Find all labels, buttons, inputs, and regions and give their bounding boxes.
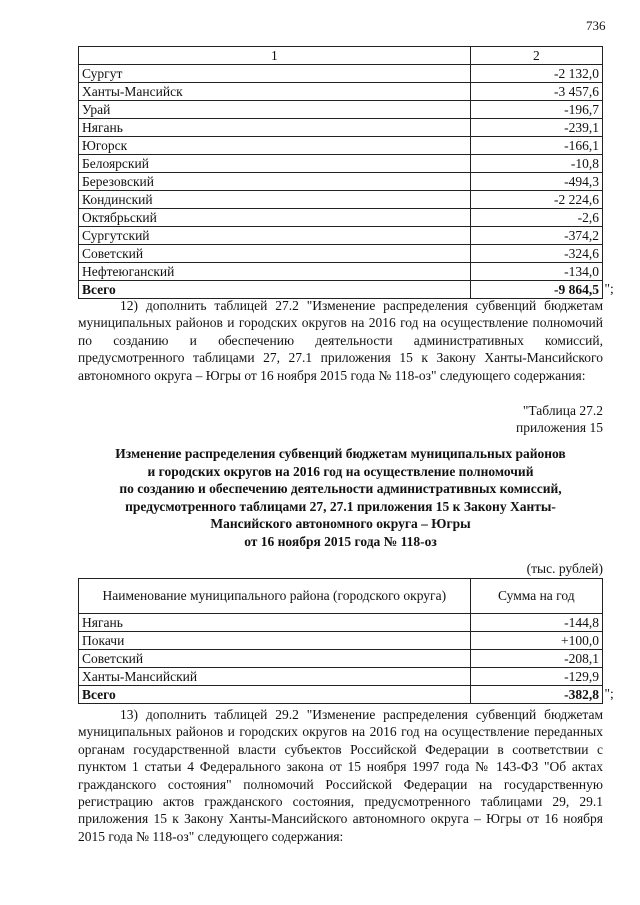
amount-value: -239,1 bbox=[470, 119, 602, 137]
municipality-name: Покачи bbox=[79, 632, 471, 650]
units-label: (тыс. рублей) bbox=[526, 561, 603, 576]
table-row bbox=[79, 83, 603, 101]
table-row bbox=[79, 119, 603, 137]
column-header-sum: Сумма на год bbox=[470, 579, 602, 614]
table-row bbox=[79, 137, 603, 155]
amount-value: -2 224,6 bbox=[470, 191, 602, 209]
amount-value: -208,1 bbox=[470, 650, 602, 668]
municipality-name: Октябрьский bbox=[79, 209, 471, 227]
table-caption-line-2: приложения 15 bbox=[515, 420, 603, 435]
column-header-name: Наименование муниципального района (городского округа) bbox=[79, 579, 471, 614]
amount-value: -324,6 bbox=[470, 245, 602, 263]
table-row bbox=[79, 173, 603, 191]
table-body bbox=[79, 614, 603, 704]
page-number: 736 bbox=[586, 18, 606, 33]
table-row bbox=[79, 614, 603, 632]
amount-value: -494,3 bbox=[470, 173, 602, 191]
total-value: -382,8 bbox=[470, 686, 602, 704]
table-row bbox=[79, 155, 603, 173]
table-caption-line-1: "Таблица 27.2 bbox=[522, 403, 603, 418]
closing-quote-1: "; bbox=[604, 280, 614, 296]
table-header-row bbox=[79, 579, 603, 614]
column-header-2: 2 bbox=[470, 47, 602, 65]
amount-value: -2 132,0 bbox=[470, 65, 602, 83]
amount-value: -134,0 bbox=[470, 263, 602, 281]
municipality-name: Ханты-Мансийский bbox=[79, 668, 471, 686]
table-row bbox=[79, 632, 603, 650]
title-line: Изменение распределения субвенций бюджетам муниципальных районов bbox=[115, 446, 566, 461]
table-row bbox=[79, 101, 603, 119]
table-row bbox=[79, 227, 603, 245]
municipality-name: Кондинский bbox=[79, 191, 471, 209]
table-body bbox=[79, 65, 603, 299]
title-line: и городских округов на 2016 год на осуществление полномочий bbox=[147, 463, 534, 479]
total-row bbox=[79, 686, 603, 704]
table-title bbox=[78, 445, 603, 550]
amount-value: -166,1 bbox=[470, 137, 602, 155]
paragraph-12-text: 12) дополнить таблицей 27.2 "Изменение распределения субвенций бюджетам муниципальных районов и городских округов на 2016 год на осуществление полномочий по созданию и обеспечению деятельности административных комиссий, предусмотренного таблицами 27, 27.1 приложения 15 к Закону Ханты-Мансийского автономного округа – Югры от 16 ноября 2015 года № 118-оз" следующего содержания: bbox=[78, 298, 603, 383]
amount-value: -129,9 bbox=[470, 668, 602, 686]
amount-value: -374,2 bbox=[470, 227, 602, 245]
table-row bbox=[79, 191, 603, 209]
total-value: -9 864,5 bbox=[470, 281, 602, 299]
municipality-name: Нягань bbox=[79, 614, 471, 632]
paragraph-12 bbox=[78, 297, 603, 384]
table-row bbox=[79, 65, 603, 83]
municipality-name: Урай bbox=[79, 101, 471, 119]
paragraph-13 bbox=[78, 706, 603, 845]
amount-value: -144,8 bbox=[470, 614, 602, 632]
table-row bbox=[79, 263, 603, 281]
municipality-name: Березовский bbox=[79, 173, 471, 191]
amount-value: -10,8 bbox=[470, 155, 602, 173]
title-line: по созданию и обеспечению деятельности административных комиссий, bbox=[119, 481, 562, 496]
total-label: Всего bbox=[79, 686, 471, 704]
table-caption bbox=[516, 402, 603, 436]
municipality-name: Белоярский bbox=[79, 155, 471, 173]
municipality-name: Сургут bbox=[79, 65, 471, 83]
title-line: Мансийского автономного округа – Югры bbox=[210, 516, 471, 531]
table-row bbox=[79, 245, 603, 263]
table-row bbox=[79, 209, 603, 227]
total-row bbox=[79, 281, 603, 299]
municipality-name: Сургутский bbox=[79, 227, 471, 245]
amount-value: -2,6 bbox=[470, 209, 602, 227]
municipality-name: Югорск bbox=[79, 137, 471, 155]
municipality-name: Нефтеюганский bbox=[79, 263, 471, 281]
closing-quote-2: "; bbox=[604, 685, 614, 701]
table-header-row bbox=[79, 47, 603, 65]
distribution-table-1 bbox=[78, 46, 603, 299]
table-row bbox=[79, 668, 603, 686]
column-header-1: 1 bbox=[79, 47, 471, 65]
table-row bbox=[79, 650, 603, 668]
amount-value: -196,7 bbox=[470, 101, 602, 119]
total-label: Всего bbox=[79, 281, 471, 299]
municipality-name: Советский bbox=[79, 245, 471, 263]
municipality-name: Советский bbox=[79, 650, 471, 668]
title-line: от 16 ноября 2015 года № 118-оз bbox=[244, 533, 437, 549]
distribution-table-2 bbox=[78, 578, 603, 704]
amount-value: +100,0 bbox=[470, 632, 602, 650]
municipality-name: Нягань bbox=[79, 119, 471, 137]
paragraph-13-text: 13) дополнить таблицей 29.2 "Изменение распределения субвенций бюджетам муниципальных районов и городских округов на 2016 год на осуществление переданных органам государственной власти субъектов Российской Федерации в соответствии с пунктом 1 статьи 4 Федерального закона от 15 ноября 1997 года № 143-ФЗ "Об актах гражданского состояния" полномочий Российской Федерации на государственную регистрацию актов гражданского состояния, предусмотренного таблицами 29, 29.1 приложения 15 к Закону Ханты-Мансийского автономного округа – Югры от 16 ноября 2015 года № 118-оз" следующего содержания: bbox=[78, 707, 603, 844]
municipality-name: Ханты-Мансийск bbox=[79, 83, 471, 101]
title-line: предусмотренного таблицами 27, 27.1 приложения 15 к Закону Ханты- bbox=[125, 498, 556, 514]
amount-value: -3 457,6 bbox=[470, 83, 602, 101]
